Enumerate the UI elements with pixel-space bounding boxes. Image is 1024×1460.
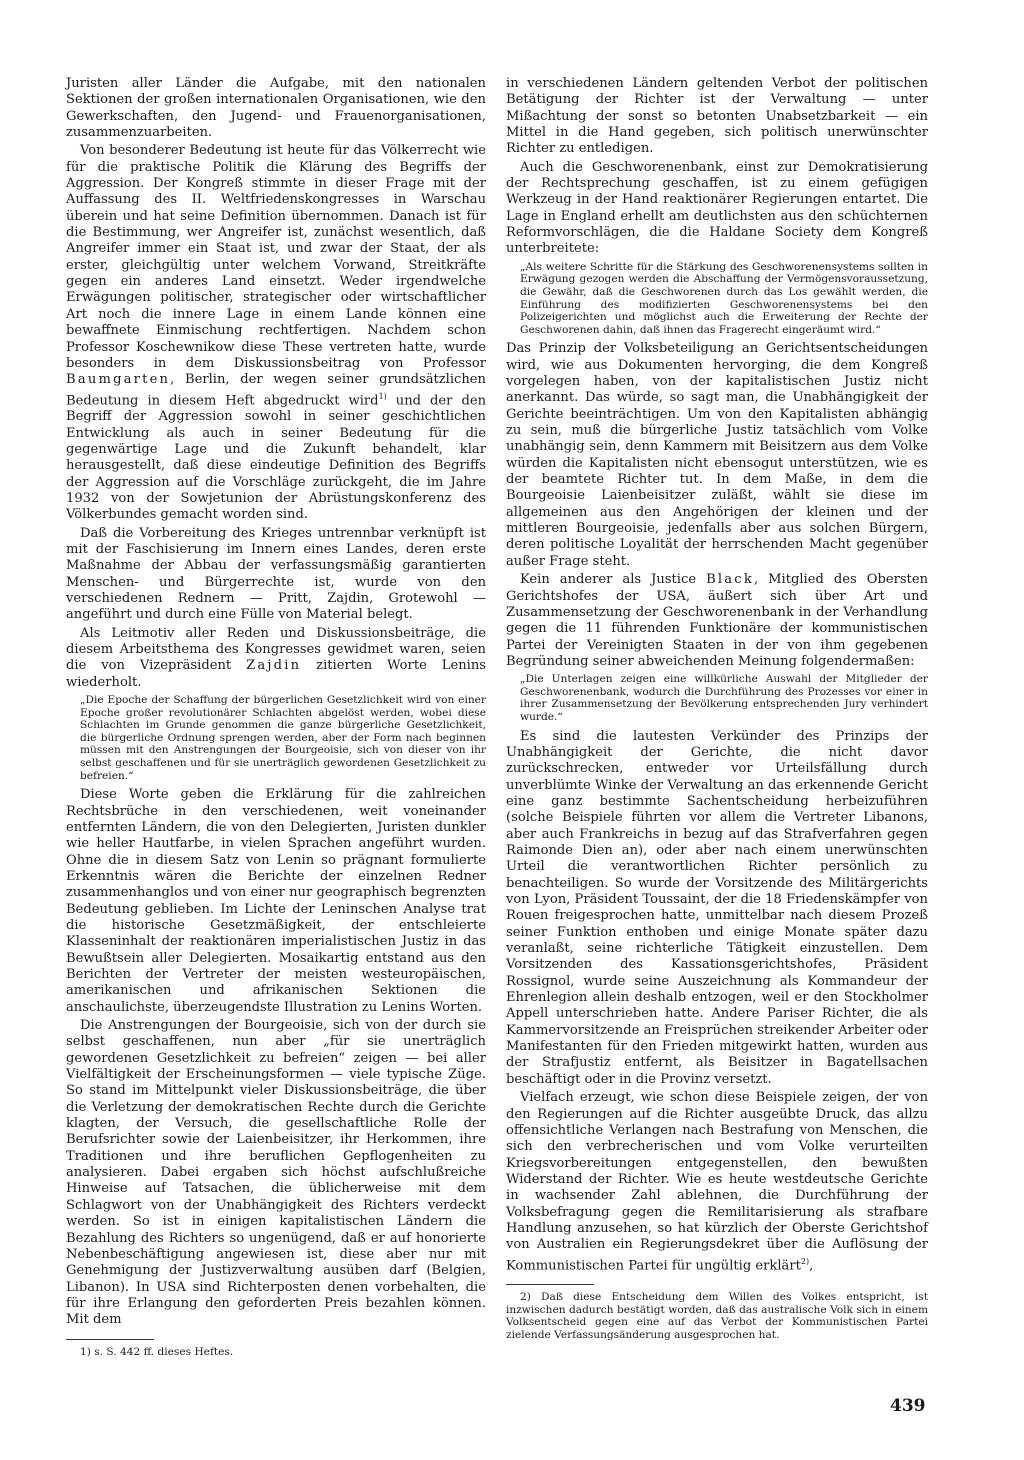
block-quote: „Die Unterlagen zeigen eine willkürliche Auswahl der Mitglieder der Geschworenenbank, wodurch die Durchführung des Prozesses vor einer in ihrer Zusammensetzung der Bevölkerung entsprechenden Jury verhindert wurde.“: [520, 673, 928, 723]
block-quote: „Die Epoche der Schaffung der bürgerlichen Gesetzlichkeit wird von einer Epoche großer revolutionärer Schlachten abgelöst werden, wobei diese Schlachten im Grunde genommen die ganze bürgerliche Gesetzlichkeit, die bürgerliche Ordnung sprengen werden, aber der Form nach beginnen müssen mit den Anstrengungen der Bourgeoisie, sich von dieser von ihr selbst geschaffenen und für sie unerträglich gewordenen Gesetzlichkeit zu befreien.“: [80, 694, 486, 782]
text-run: und der den Begriff der Aggression sowohl in seiner geschichtlichen Entwicklung als auch in seiner Bedeutung für die gegenwärtige Lage und die Zukunft behandelt, klar herausgestellt, daß diese eindeutige Definition des Begriffs der Aggression auf die Vorschläge zurückgeht, die im Jahre 1932 von der Sowjetunion der Abrüstungskonferenz des Völkerbundes gemacht worden sind.: [66, 392, 487, 523]
text-run: zitierten Worte Lenins wiederholt.: [66, 658, 486, 690]
text-run: Vielfach erzeugt, wie schon diese Beispiele zeigen, der von den Regierungen auf die Richter ausgeübte Druck, das allzu offensichtliche Verlangen nach Bestrafung von Menschen, die sich den verbrecherischen und vom Volke verurteilten Kriegsvorbereitungen entgegenstellen, den bewußten Widerstand der Richter. Wie es heute westdeutsche Gerichte in wachsender Zahl ablehnen, die Durchführung der Volksbefragung gegen die Remilitarisierung als strafbare Handlung anzusehen, so hat kürzlich der Oberste Gerichtshof von Australien ein Regierungsdekret über die Auflösung der Kommunistischen Partei für ungültig erklärt: [506, 1090, 928, 1273]
text-run: , Mitglied des Obersten Gerichtshofes der USA, äußert sich über Art und Zusammensetzung der Geschworenenbank in der Verhandlung gegen die 11 führenden Funktionäre der kommunistischen Partei der Vereinigten Staaten in der von ihm gegebenen Begründung seiner abweichenden Meinung folgendermaßen:: [506, 572, 928, 669]
paragraph: Auch die Geschworenenbank, einst zur Demokratisierung der Rechtsprechung geschaffen, ist zu einem gefügigen Werkzeug in der Hand reaktionärer Regierungen entartet. Die Lage in England erhellt am deutlichsten aus den schüchternen Reformvorschlägen, die die Haldane Society dem Kongreß unterbreitete:: [506, 159, 928, 257]
paragraph: [506, 572, 928, 670]
left-column: [66, 76, 486, 1360]
footnote-divider: [66, 1339, 154, 1340]
paragraph: Juristen aller Länder die Aufgabe, mit den nationalen Sektionen der großen internationalen Organisationen, wie den Gewerkschaften, den Jugend- und Frauenorganisationen, zusammenzuarbeiten.: [66, 76, 486, 141]
person-name: Black: [706, 572, 754, 588]
text-run: Von besonderer Bedeutung ist heute für das Völkerrecht wie für die praktische Politik die Klärung des Begriffs der Aggression. Der Kongreß stimmte in dieser Frage mit der Auffassung des II. Weltfriedenskongresses in Warschau überein und hat seine Definition übernommen. Danach ist für die Bestimmung, wer Angreifer ist, zunächst wesentlich, daß Angreifer immer ein Staat ist, und zwar der Staat, der als erster, gleichgültig unter welchem Vorwand, Streitkräfte gegen ein anderes Land einsetzt. Weder irgendwelche Erwägungen politischer, strategischer oder wirtschaftlicher Art noch die innere Lage in einem Lande können eine bewaffnete Einmischung rechtfertigen. Nachdem schon Professor Koschewnikow diese These vertreten hatte, wurde besonders in dem Diskussionsbeitrag von Professor: [66, 143, 486, 371]
person-name: Zajdin: [246, 658, 302, 674]
paragraph: in verschiedenen Ländern geltenden Verbot der politischen Betätigung der Richter ist der Verwaltung — unter Mißachtung der sonst so betonten Unabsetzbarkeit — ein Mittel in die Hand gegeben, sich politisch unerwünschter Richter zu entledigen.: [506, 76, 928, 157]
footnote-divider: [506, 1284, 594, 1285]
block-quote: „Als weitere Schritte für die Stärkung des Geschworenensystems sollten in Erwägung gezogen werden die Abschaffung der Vermögensvoraussetzung, die Gewähr, daß die Geschworenen durch das Los gewählt werden, die Einführung des modifizierten Geschworenensystems bei den Polizeigerichten und möglichst auch die Erweiterung der Rechte der Geschworenen dahin, daß ihnen das Fragerecht eingeräumt wird.“: [520, 260, 928, 336]
text-run: Als Leitmotiv aller Reden und Diskussionsbeiträge, die diesem Arbeitsthema des Kongresses gewidmet waren, seien die von Vizepräsident: [66, 625, 486, 674]
paragraph: Daß die Vorbereitung des Krieges untrennbar verknüpft ist mit der Faschisierung im Innern eines Landes, deren erste Maßnahme der Abbau der verfassungsmäßig garantierten Menschen- und Bürgerrechte ist, wurde von den verschiedenen Rednern — Pritt, Zajdin, Grotewohl — angeführt und durch eine Fülle von Material belegt.: [66, 525, 486, 623]
footnote: 2) Daß diese Entscheidung dem Willen des Volkes entspricht, ist inzwischen dadurch bestätigt worden, daß das australische Volk sich in einem Volksentscheid gegen eine auf das Verbot der Kommunistischen Partei zielende Verfassungsänderung ausgesprochen hat.: [506, 1291, 928, 1342]
paragraph: Das Prinzip der Volksbeteiligung an Gerichtsentscheidungen wird, wie aus Dokumenten hervorging, die dem Kongreß vorgelegen haben, von der kapitalistischen Justiz nicht anerkannt. Das würde, so sagt man, die Unabhängigkeit der Gerichte beeinträchtigen. Um von den Kapitalisten abhängig zu sein, muß die bürgerliche Justiz tatsächlich vom Volke unabhängig sein, denn Kammern mit Beisitzern aus dem Volke würden die Kapitalisten nicht ebensogut unterstützen, wie es der beamtete Richter tut. In dem Maße, in dem die Bourgeoisie Laienbeisitzer zuläßt, wählt sie diese im allgemeinen aus den Angehörigen der kleinen und der mittleren Bourgeoisie, jedenfalls aber aus solchen Bürgern, deren politische Loyalität der herrschenden Macht gegenüber außer Frage steht.: [506, 341, 928, 569]
page-number: 439: [890, 1396, 926, 1416]
author-name: Baumgarten: [66, 372, 171, 388]
text-run: , Berlin, der wegen seiner grundsätzlichen Bedeutung in diesem Heft abgedruckt wird: [66, 372, 486, 408]
footnote-ref: 1): [378, 391, 387, 401]
footnote: 1) s. S. 442 ff. dieses Heftes.: [80, 1345, 234, 1358]
right-column: [506, 76, 928, 1344]
footnote-ref: 2): [800, 1256, 810, 1266]
paragraph: [66, 143, 486, 523]
paragraph: Es sind die lautesten Verkünder des Prinzips der Unabhängigkeit der Gerichte, die nicht davor zurückschrecken, entweder vor Urteilsfällung durch unverblümte Winke der Verwaltung an das erkennende Gericht eine ganz bestimmte Sachentscheidung herbeizuführen (solche Beispiele führten vor allem die Vertreter Libanons, aber auch Frankreichs in bezug auf das Strafverfahren gegen Raimonde Dien an), oder aber nach einem unerwünschten Urteil die verantwortlichen Richter persönlich zu benachteiligen. So wurde der Vorsitzende des Militärgerichts von Lyon, Präsident Toussaint, der die 18 Friedenskämpfer von Rouen freigesprochen hatte, unmittelbar nach diesem Prozeß seiner Funktion enthoben und einige Monate später dazu veranlaßt, seine richterliche Tätigkeit einzustellen. Dem Vorsitzenden des Kassationsgerichtshofes, Präsident Rossignol, wurde seine Auszeichnung als Kommandeur der Ehrenlegion allein deshalb entzogen, weil er den Stockholmer Appell unterschrieben hatte. Andere Pariser Richter, die als Kammervorsitzende an Freisprüchen streikender Arbeiter oder Manifestanten für den Frieden mitgewirkt hatten, wurden aus der Strafjustiz entfernt, als Beisitzer in Bagatellsachen beschäftigt oder in die Provinz versetzt.: [506, 728, 928, 1087]
text-run: ,: [809, 1257, 814, 1273]
text-run: Kein anderer als Justice: [520, 572, 697, 588]
paragraph: Die Anstrengungen der Bourgeoisie, sich von der durch sie selbst geschaffenen, nun aber „für sie unerträglich gewordenen Gesetzlichkeit zu befreien“ zeigen — bei aller Vielfältigkeit der Erscheinungsformen — viele typische Züge. So stand im Mittelpunkt vieler Diskussionsbeiträge, die über die Verletzung der demokratischen Rechte durch die Gerichte klagten, der Versuch, die gesellschaftliche Rolle der Berufsrichter sowie der Laienbeisitzer, ihr Herkommen, ihre Traditionen und ihre beruflichen Gepflogenheiten zu analysieren. Dabei ergaben sich höchst aufschlußreiche Hinweise auf Tatsachen, die üblicherweise mit dem Schlagwort von der Unabhängigkeit des Richters verdeckt werden. So ist in einigen kapitalistischen Ländern die Bezahlung des Richters so ungenügend, daß er auf honorierte Nebenbeschäftigung angewiesen ist, diese aber nur mit Genehmigung der Justizverwaltung ausüben darf (Belgien, Libanon). In USA sind Richterposten denen vorbehalten, die für ihre Erlangung den geforderten Preis bezahlen können. Mit dem: [66, 1018, 486, 1328]
paragraph: [66, 626, 486, 691]
paragraph: [506, 1090, 928, 1274]
paragraph: Diese Worte geben die Erklärung für die zahlreichen Rechtsbrüche in den verschiedenen, weit voneinander entfernten Ländern, die von den Delegierten, Juristen dunkler wie heller Hautfarbe, in vielen Sprachen angeführt wurden. Ohne die in diesem Satz von Lenin so prägnant formulierte Erkenntnis wären die Berichte der einzelnen Redner zusammenhanglos und von einer nur geographisch begrenzten Bedeutung geblieben. Im Lichte der Leninschen Analyse trat die historische Gesetzmäßigkeit, der entschleierte Klasseninhalt der reaktionären imperialistischen Justiz in das Bewußtsein aller Delegierten. Mosaikartig entstand aus den Berichten der Vertreter der meisten westeuropäischen, amerikanischen und afrikanischen Sektionen die anschaulichste, überzeugendste Illustration zu Lenins Worten.: [66, 787, 486, 1015]
